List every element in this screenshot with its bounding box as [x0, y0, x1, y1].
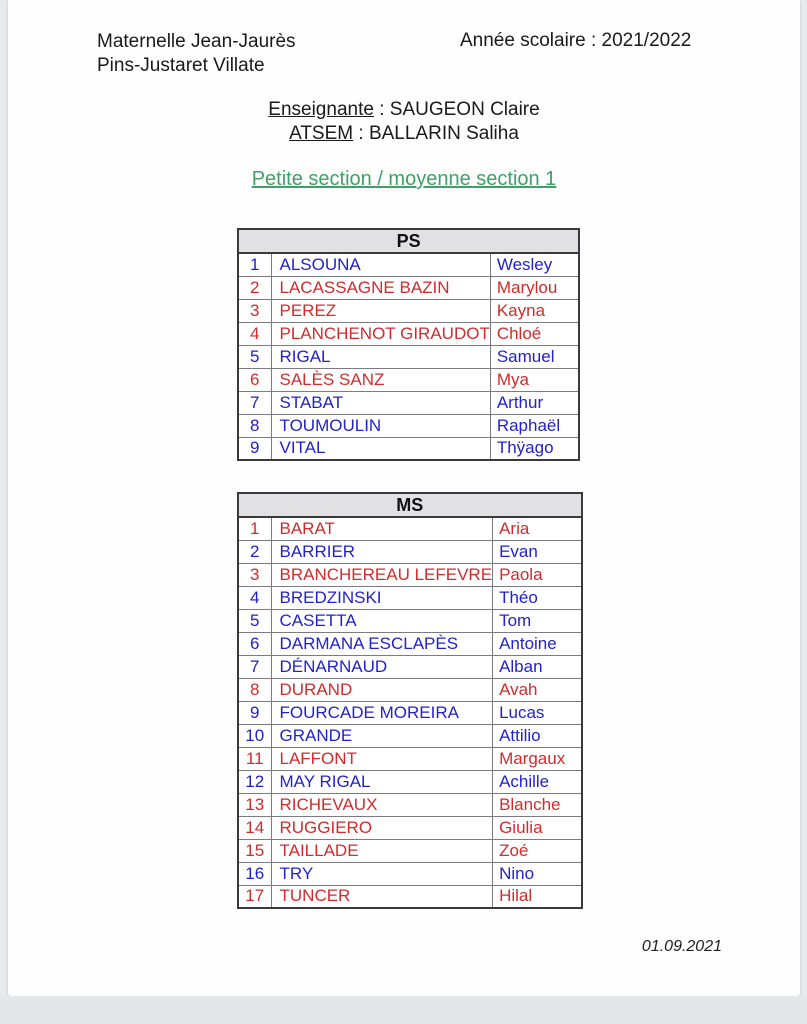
table-row [238, 586, 582, 609]
last-name: TRY [271, 862, 493, 885]
photo-edge [0, 996, 807, 1024]
last-name: FOURCADE MOREIRA [271, 701, 493, 724]
row-number: 2 [238, 540, 271, 563]
table-row [238, 517, 582, 540]
last-name: LAFFONT [271, 747, 493, 770]
row-number: 6 [238, 632, 271, 655]
table-row [238, 253, 579, 276]
first-name: Marylou [490, 276, 579, 299]
last-name: DÉNARNAUD [271, 655, 493, 678]
last-name: BRANCHEREAU LEFEVRE [271, 563, 493, 586]
table-row [238, 816, 582, 839]
first-name: Mya [490, 368, 579, 391]
first-name: Thÿago [490, 437, 579, 460]
table-title: PS [238, 229, 579, 253]
row-number: 2 [238, 276, 271, 299]
first-name: Attilio [493, 724, 582, 747]
first-name: Blanche [493, 793, 582, 816]
table-row [238, 299, 579, 322]
table-row [238, 862, 582, 885]
table-row [238, 839, 582, 862]
last-name: RIGAL [271, 345, 490, 368]
row-number: 17 [238, 885, 271, 908]
last-name: GRANDE [271, 724, 493, 747]
first-name: Hilal [493, 885, 582, 908]
first-name: Samuel [490, 345, 579, 368]
row-number: 13 [238, 793, 271, 816]
row-number: 10 [238, 724, 271, 747]
last-name: RUGGIERO [271, 816, 493, 839]
first-name: Nino [493, 862, 582, 885]
table-row [238, 322, 579, 345]
staff-block [8, 98, 800, 146]
last-name: TOUMOULIN [271, 414, 490, 437]
table-title: MS [238, 493, 582, 517]
last-name: DURAND [271, 678, 493, 701]
last-name: RICHEVAUX [271, 793, 493, 816]
last-name: BARAT [271, 517, 493, 540]
row-number: 3 [238, 563, 271, 586]
table-row [238, 437, 579, 460]
class-title: Petite section / moyenne section 1 [251, 168, 557, 190]
last-name: SALÈS SANZ [271, 368, 490, 391]
row-number: 12 [238, 770, 271, 793]
row-number: 5 [238, 609, 271, 632]
table-row [238, 701, 582, 724]
last-name: MAY RIGAL [271, 770, 493, 793]
last-name: TUNCER [271, 885, 493, 908]
first-name: Antoine [493, 632, 582, 655]
first-name: Evan [493, 540, 582, 563]
row-number: 4 [238, 322, 271, 345]
table-row [238, 368, 579, 391]
row-number: 6 [238, 368, 271, 391]
table-row [238, 391, 579, 414]
row-number: 15 [238, 839, 271, 862]
atsem-line [8, 122, 800, 146]
last-name: LACASSAGNE BAZIN [271, 276, 490, 299]
first-name: Alban [493, 655, 582, 678]
row-number: 3 [238, 299, 271, 322]
table-row [238, 655, 582, 678]
last-name: CASETTA [271, 609, 493, 632]
table-row [238, 747, 582, 770]
first-name: Zoé [493, 839, 582, 862]
first-name: Giulia [493, 816, 582, 839]
first-name: Kayna [490, 299, 579, 322]
first-name: Paola [493, 563, 582, 586]
first-name: Avah [493, 678, 582, 701]
table-row [238, 724, 582, 747]
row-number: 9 [238, 701, 271, 724]
row-number: 1 [238, 253, 271, 276]
teacher-label: Enseignante [268, 99, 374, 120]
school-city: Pins-Justaret Villate [97, 55, 265, 76]
first-name: Aria [493, 517, 582, 540]
atsem-label: ATSEM [289, 123, 354, 144]
table-row [238, 678, 582, 701]
last-name: TAILLADE [271, 839, 493, 862]
last-name: DARMANA ESCLAPÈS [271, 632, 493, 655]
last-name: PLANCHENOT GIRAUDOT [271, 322, 490, 345]
table-row [238, 414, 579, 437]
first-name: Tom [493, 609, 582, 632]
row-number: 4 [238, 586, 271, 609]
first-name: Théo [493, 586, 582, 609]
row-number: 7 [238, 391, 271, 414]
row-number: 7 [238, 655, 271, 678]
table-row [238, 770, 582, 793]
first-name: Margaux [493, 747, 582, 770]
last-name: VITAL [271, 437, 490, 460]
table-row [238, 793, 582, 816]
first-name: Achille [493, 770, 582, 793]
school-block [97, 30, 296, 78]
table-row [238, 563, 582, 586]
row-number: 16 [238, 862, 271, 885]
table-row [238, 345, 579, 368]
table-row [238, 276, 579, 299]
first-name: Wesley [490, 253, 579, 276]
document-page [8, 0, 800, 996]
table-row [238, 632, 582, 655]
first-name: Lucas [493, 701, 582, 724]
row-number: 14 [238, 816, 271, 839]
table-row [238, 609, 582, 632]
first-name: Chloé [490, 322, 579, 345]
row-number: 11 [238, 747, 271, 770]
date-label: 01.09.2021 [641, 938, 722, 955]
atsem-name: : BALLARIN Saliha [353, 123, 519, 144]
school-year: Année scolaire : 2021/2022 [460, 30, 692, 51]
row-number: 1 [238, 517, 271, 540]
first-name: Raphaël [490, 414, 579, 437]
ps-table [237, 228, 580, 461]
table-row [238, 540, 582, 563]
row-number: 5 [238, 345, 271, 368]
row-number: 8 [238, 414, 271, 437]
row-number: 8 [238, 678, 271, 701]
first-name: Arthur [490, 391, 579, 414]
last-name: STABAT [271, 391, 490, 414]
table-row [238, 885, 582, 908]
teacher-name: : SAUGEON Claire [373, 99, 540, 120]
last-name: ALSOUNA [271, 253, 490, 276]
row-number: 9 [238, 437, 271, 460]
last-name: BREDZINSKI [271, 586, 493, 609]
ms-table [237, 492, 583, 909]
teacher-line [8, 98, 800, 122]
last-name: PEREZ [271, 299, 490, 322]
school-name: Maternelle Jean-Jaurès [97, 31, 296, 52]
last-name: BARRIER [271, 540, 493, 563]
